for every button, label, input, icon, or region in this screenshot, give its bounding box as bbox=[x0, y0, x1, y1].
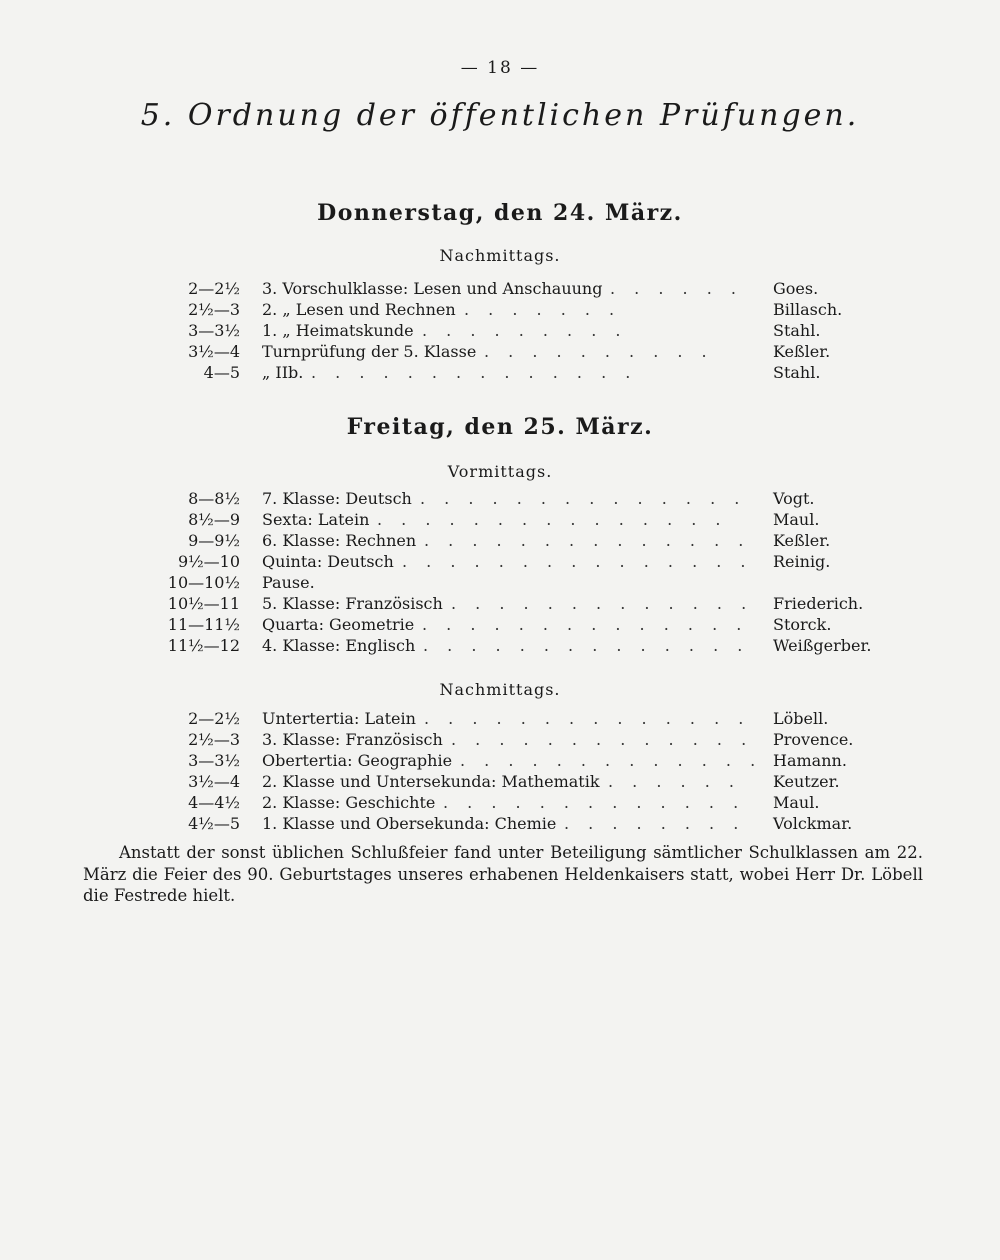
row-teacher: Storck. bbox=[773, 615, 832, 634]
schedule-row bbox=[0, 488, 1000, 509]
row-teacher: Keßler. bbox=[773, 531, 831, 550]
row-teacher: Stahl. bbox=[773, 363, 821, 382]
row-dots: . . . . . . bbox=[610, 279, 743, 298]
row-time: 2½—3 bbox=[188, 730, 240, 749]
schedule-row bbox=[0, 771, 1000, 792]
row-subject: 1. Klasse und Obersekunda: Chemie bbox=[262, 814, 557, 833]
row-teacher: Weißgerber. bbox=[773, 636, 872, 655]
schedule-row bbox=[0, 708, 1000, 729]
row-subject: 7. Klasse: Deutsch bbox=[262, 489, 412, 508]
schedule-row bbox=[0, 572, 1000, 593]
row-subject: Sexta: Latein bbox=[262, 510, 370, 529]
row-time: 2½—3 bbox=[188, 300, 240, 319]
row-teacher: Goes. bbox=[773, 279, 819, 298]
row-dots: . . . . . . . . . . . . . . bbox=[311, 363, 638, 382]
day2-morning-schedule bbox=[0, 488, 1000, 656]
row-teacher: Maul. bbox=[773, 793, 820, 812]
row-time: 8—8½ bbox=[188, 489, 240, 508]
schedule-row bbox=[0, 320, 1000, 341]
row-dots: . . . . . . . . . . . . . . . bbox=[402, 552, 753, 571]
row-subject: 3. Vorschulklasse: Lesen und Anschauung bbox=[262, 279, 603, 298]
day2-morning-label: Vormittags. bbox=[447, 462, 553, 481]
row-time: 3—3½ bbox=[188, 751, 240, 770]
row-dots: . . . . . . . . . . . . . . bbox=[424, 531, 751, 550]
row-teacher: Billasch. bbox=[773, 300, 843, 319]
schedule-row bbox=[0, 813, 1000, 834]
schedule-row bbox=[0, 299, 1000, 320]
page-title: 5. Ordnung der öffentlichen Prüfungen. bbox=[140, 98, 860, 133]
row-dots: . . . . . . . . . . . . . bbox=[443, 793, 746, 812]
row-time: 8½—9 bbox=[188, 510, 240, 529]
row-teacher: Reinig. bbox=[773, 552, 831, 571]
row-time: 2—2½ bbox=[188, 279, 240, 298]
row-dots: . . . . . . bbox=[608, 772, 741, 791]
row-teacher: Löbell. bbox=[773, 709, 829, 728]
day1-schedule bbox=[0, 278, 1000, 383]
row-time: 3—3½ bbox=[188, 321, 240, 340]
row-dots: . . . . . . . . . . . . . . bbox=[424, 709, 751, 728]
row-time: 4½—5 bbox=[188, 814, 240, 833]
row-teacher: Keutzer. bbox=[773, 772, 840, 791]
day1-heading: Donnerstag, den 24. März. bbox=[317, 200, 683, 226]
day1-session-label: Nachmittags. bbox=[439, 246, 561, 265]
schedule-row bbox=[0, 509, 1000, 530]
row-subject: Turnprüfung der 5. Klasse bbox=[262, 342, 477, 361]
schedule-row bbox=[0, 362, 1000, 383]
row-subject: 5. Klasse: Französisch bbox=[262, 594, 443, 613]
schedule-row bbox=[0, 278, 1000, 299]
closing-note: Anstatt der sonst üblichen Schlußfeier fand unter Beteiligung sämtlicher Schulklassen am 22. März die Feier des 90. Geburtstages unseres erhabenen Heldenkaisers statt, wobei Herr Dr. Löbell die Festrede hielt. bbox=[83, 843, 923, 905]
row-teacher: Maul. bbox=[773, 510, 820, 529]
row-subject: Quarta: Geometrie bbox=[262, 615, 415, 634]
row-teacher: Keßler. bbox=[773, 342, 831, 361]
row-dots: . . . . . . . . . . . . . . bbox=[423, 636, 750, 655]
row-dots: . . . . . . . . . . bbox=[484, 342, 714, 361]
row-subject: 2. Klasse: Geschichte bbox=[262, 793, 436, 812]
row-dots: . . . . . . . . . . . . . bbox=[451, 730, 754, 749]
row-time: 3½—4 bbox=[188, 342, 240, 361]
schedule-row bbox=[0, 750, 1000, 771]
row-dots: . . . . . . . . . . . . . bbox=[460, 751, 763, 770]
row-subject: 3. Klasse: Französisch bbox=[262, 730, 443, 749]
row-time: 11—11½ bbox=[167, 615, 240, 634]
row-dots: . . . . . . . . . . . . . bbox=[451, 594, 754, 613]
row-time: 4—4½ bbox=[188, 793, 240, 812]
schedule-row bbox=[0, 341, 1000, 362]
row-subject: 1. „ Heimatskunde bbox=[262, 321, 414, 340]
row-time: 2—2½ bbox=[188, 709, 240, 728]
row-teacher: Hamann. bbox=[773, 751, 847, 770]
row-teacher: Vogt. bbox=[773, 489, 815, 508]
row-dots: . . . . . . . . . . . . . . bbox=[420, 489, 747, 508]
row-dots: . . . . . . . . . . . . . . . bbox=[377, 510, 728, 529]
row-subject: Untertertia: Latein bbox=[262, 709, 416, 728]
schedule-row bbox=[0, 551, 1000, 572]
row-time: 10—10½ bbox=[167, 573, 240, 592]
row-time: 3½—4 bbox=[188, 772, 240, 791]
row-subject: Obertertia: Geographie bbox=[262, 751, 453, 770]
row-dots: . . . . . . . . bbox=[564, 814, 746, 833]
day2-heading: Freitag, den 25. März. bbox=[346, 414, 654, 440]
row-dots: . . . . . . . . . . . . . . bbox=[422, 615, 749, 634]
row-teacher: Friederich. bbox=[773, 594, 864, 613]
row-time: 4—5 bbox=[203, 363, 240, 382]
schedule-row bbox=[0, 729, 1000, 750]
row-subject: Pause. bbox=[262, 573, 315, 592]
row-time: 9—9½ bbox=[188, 531, 240, 550]
schedule-row bbox=[0, 530, 1000, 551]
row-subject: 2. Klasse und Untersekunda: Mathematik bbox=[262, 772, 600, 791]
schedule-row bbox=[0, 635, 1000, 656]
schedule-row bbox=[0, 593, 1000, 614]
row-subject: „ IIb. bbox=[262, 363, 304, 382]
row-time: 9½—10 bbox=[177, 552, 240, 571]
schedule-row bbox=[0, 614, 1000, 635]
row-time: 10½—11 bbox=[167, 594, 240, 613]
row-subject: Quinta: Deutsch bbox=[262, 552, 394, 571]
row-time: 11½—12 bbox=[167, 636, 240, 655]
page-number: — 18 — bbox=[460, 58, 540, 78]
row-subject: 4. Klasse: Englisch bbox=[262, 636, 416, 655]
row-teacher: Stahl. bbox=[773, 321, 821, 340]
day2-afternoon-label: Nachmittags. bbox=[439, 680, 561, 699]
schedule-row bbox=[0, 792, 1000, 813]
row-subject: 2. „ Lesen und Rechnen bbox=[262, 300, 456, 319]
row-teacher: Provence. bbox=[773, 730, 854, 749]
day2-afternoon-schedule bbox=[0, 708, 1000, 834]
row-teacher: Volckmar. bbox=[773, 814, 853, 833]
row-subject: 6. Klasse: Rechnen bbox=[262, 531, 417, 550]
row-dots: . . . . . . . . . bbox=[422, 321, 628, 340]
row-dots: . . . . . . . bbox=[464, 300, 622, 319]
